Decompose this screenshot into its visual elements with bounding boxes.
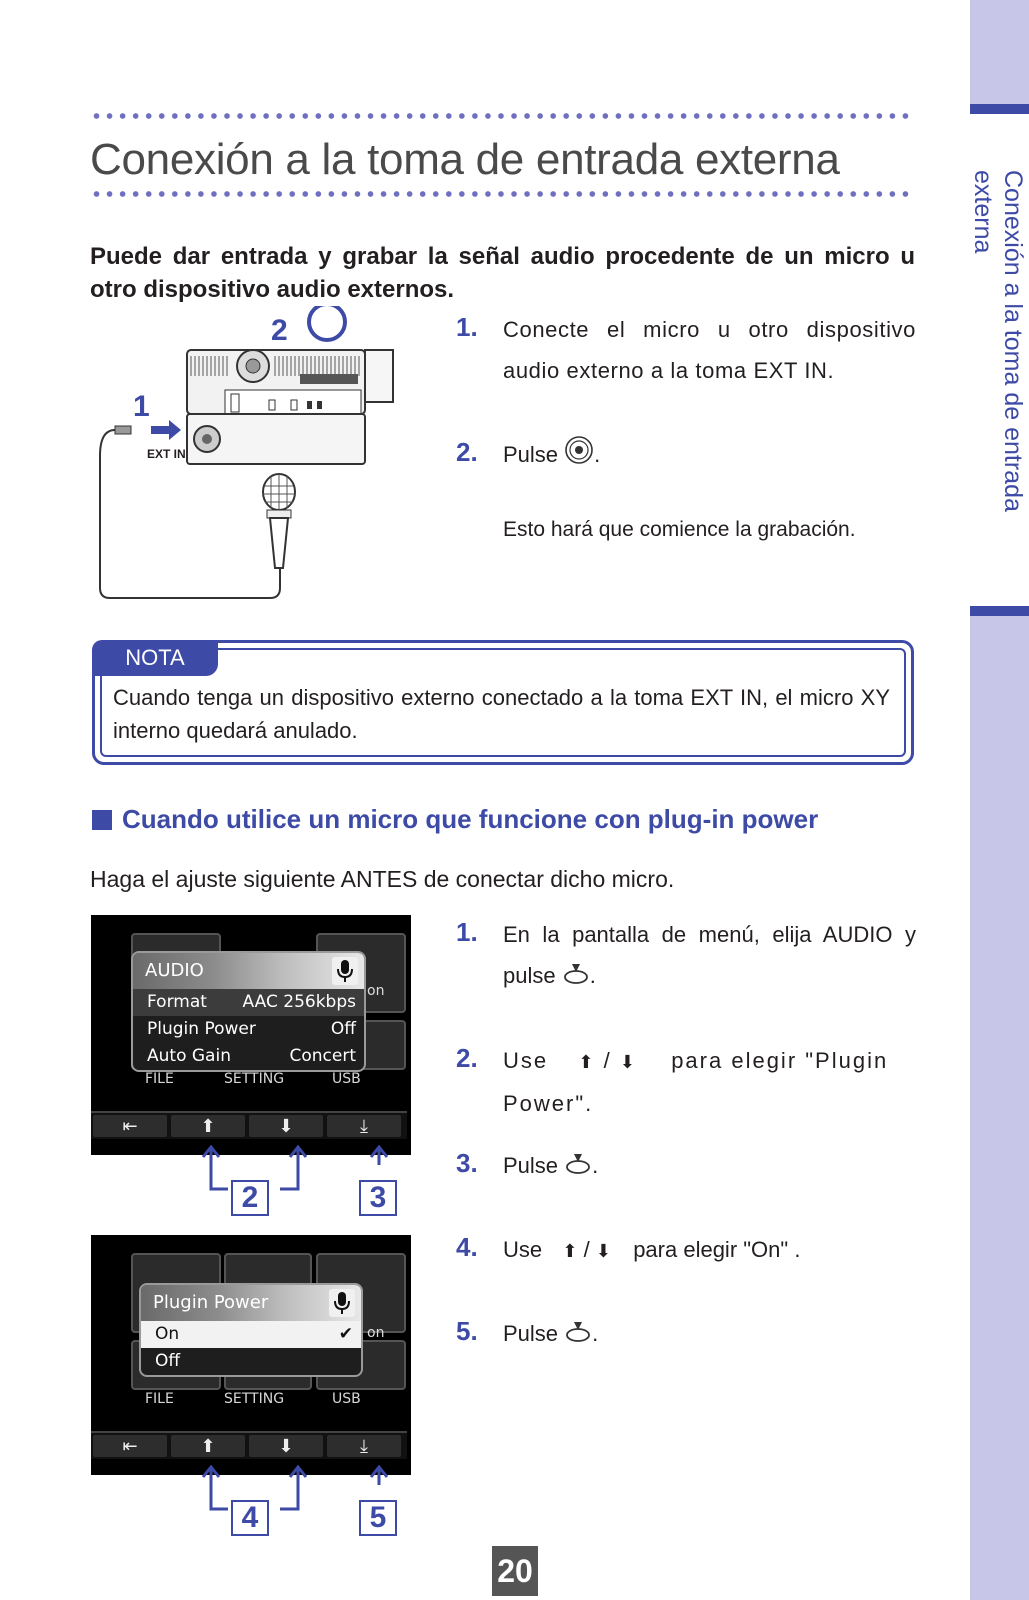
arrow-up-icon[interactable]: ⬆ (171, 1115, 245, 1137)
arrow-down-icon: ⬇ (619, 1052, 637, 1072)
dotted-rule-bottom (90, 190, 912, 198)
diagram-label-2: 2 (271, 314, 288, 347)
ext-in-label: EXT IN (147, 447, 186, 461)
step-text-end: . (594, 442, 601, 467)
menu-row-format[interactable]: Format AAC 256kbps (133, 989, 364, 1016)
arrow-down-icon[interactable]: ⬇ (249, 1115, 323, 1137)
step-text: Pulse (503, 442, 559, 467)
screen-side-text: on (367, 1325, 385, 1341)
lcd-label-usb: USB (332, 1071, 361, 1087)
step-text: Use (503, 1048, 549, 1073)
side-tab-divider (970, 606, 1029, 616)
callout-badge: 4 (231, 1500, 269, 1536)
back-icon[interactable]: ⇤ (93, 1115, 167, 1137)
menu-popup (139, 1283, 363, 1377)
lcd-soft-key-bar (91, 1111, 407, 1139)
step-a-2 (456, 434, 916, 478)
screen-audio-menu (91, 915, 411, 1155)
checkmark-icon: ✔ (338, 1324, 353, 1344)
enter-icon[interactable]: ⤓ (327, 1435, 401, 1457)
section-intro: Haga el ajuste siguiente ANTES de conectar dicho micro. (90, 866, 675, 892)
arrow-down-icon[interactable]: ⬇ (249, 1435, 323, 1457)
step-b-3: 3. Pulse . (456, 1145, 916, 1188)
nota-text: Cuando tenga un dispositivo externo conectado a la toma EXT IN, el micro XY interno quedará anulado. (113, 685, 890, 743)
arrow-down-icon: ⬇ (595, 1241, 611, 1261)
callout-badge: 3 (359, 1180, 397, 1216)
step-number: 2. (456, 1043, 478, 1073)
page-number: 20 (492, 1546, 538, 1596)
menu-title: Plugin Power (153, 1292, 269, 1313)
screen-plugin-power-menu (91, 1235, 411, 1475)
lcd-soft-key-bar (91, 1431, 407, 1459)
step-a-1 (456, 309, 916, 391)
arrow-up-icon: ⬆ (562, 1241, 578, 1261)
intro-text: Puede dar entrada y grabar la señal audio procedente de un micro u otro dispositivo audio externos. (90, 243, 915, 303)
menu-row-auto-gain[interactable]: Auto Gain Concert (147, 1046, 356, 1066)
lcd-label-file: FILE (145, 1391, 174, 1407)
step-number: 2. (456, 437, 478, 467)
dotted-rule-top (90, 112, 912, 120)
arrow-up-icon[interactable]: ⬆ (171, 1435, 245, 1457)
step-b-4: 4. Use ⬆ / ⬇ para elegir "On" . (456, 1229, 916, 1272)
step-text: En la pantalla de menú, elija AUDIO y pulse (503, 922, 916, 988)
step-number: 4. (456, 1232, 478, 1262)
side-tab-label[interactable]: Conexión a la toma de entrada externa (969, 170, 1027, 512)
step-text: Conecte el micro u otro dispositivo audio externo a la toma EXT IN. (503, 317, 916, 383)
back-icon[interactable]: ⇤ (93, 1435, 167, 1457)
lcd-label-setting: SETTING (224, 1071, 285, 1087)
device-diagram (95, 306, 405, 608)
step-number: 1. (456, 312, 478, 342)
menu-title: AUDIO (145, 960, 204, 981)
callout-badge: 2 (231, 1180, 269, 1216)
menu-row-on[interactable]: On ✔ (141, 1321, 361, 1348)
step-a-note: Esto hará que comience la grabación. (503, 518, 856, 541)
side-tab-divider (970, 104, 1029, 114)
enter-icon[interactable]: ⤓ (327, 1115, 401, 1137)
menu-row-off[interactable]: Off (155, 1351, 181, 1371)
diagram-label-1: 1 (133, 390, 150, 423)
enter-icon (564, 1315, 592, 1356)
lcd-label-file: FILE (145, 1071, 174, 1087)
lcd-label-usb: USB (332, 1391, 361, 1407)
enter-icon (564, 1147, 592, 1188)
menu-popup (131, 951, 366, 1072)
enter-icon (562, 957, 590, 998)
step-b-2: 2. Use ⬆ / ⬇ para elegir "Plugin Power". (456, 1040, 916, 1124)
step-number: 3. (456, 1148, 478, 1178)
arrow-up-icon: ⬆ (578, 1052, 596, 1072)
nota-label: NOTA (92, 640, 218, 676)
step-number: 5. (456, 1316, 478, 1346)
step-b-1: 1. En la pantalla de menú, elija AUDIO y pulse . (456, 914, 916, 998)
section-marker (92, 810, 112, 830)
step-number: 1. (456, 917, 478, 947)
lcd-label-setting: SETTING (224, 1391, 285, 1407)
record-button-icon (564, 435, 594, 478)
menu-row-plugin-power[interactable]: Plugin Power Off (147, 1019, 356, 1039)
callout-badge: 5 (359, 1500, 397, 1536)
step-b-5: 5. Pulse . (456, 1313, 916, 1356)
page-title: Conexión a la toma de entrada externa (90, 135, 840, 184)
section-title: Cuando utilice un micro que funcione con plug-in power (122, 804, 819, 834)
screen-side-text: on (367, 983, 385, 999)
